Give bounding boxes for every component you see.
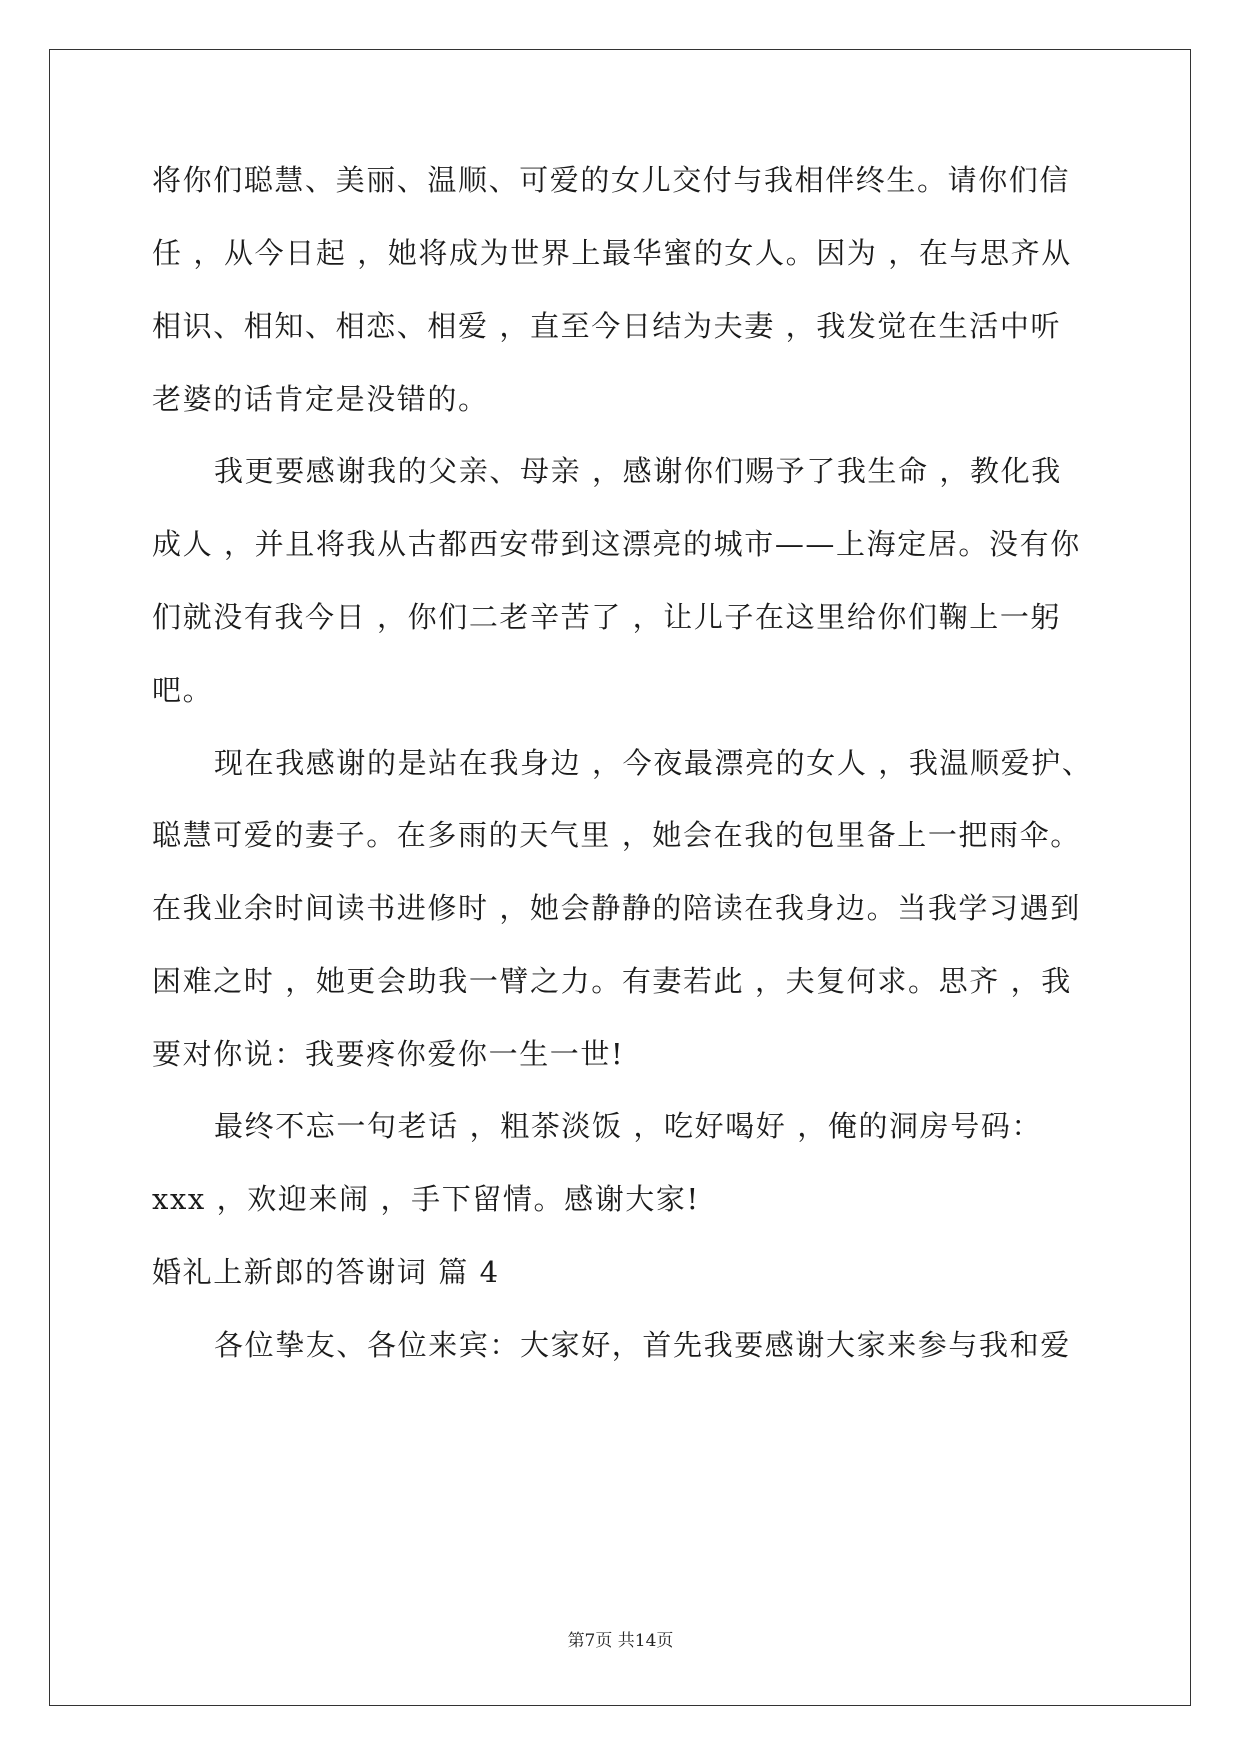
- text-line: 老婆的话肯定是没错的。: [152, 382, 489, 416]
- text-line: 任 ，从今日起 ，她将成为世界上最华蜜的女人。因为 ，在与思齐从: [152, 236, 1072, 270]
- text-line: 困难之时 ，她更会助我一臂之力。有妻若此 ，夫复何求。思齐 ，我: [152, 964, 1072, 998]
- text-line: 在我业余时间读书进修时 ，她会静静的陪读在我身边。当我学习遇到: [152, 891, 1081, 925]
- text-line: 成人 ，并且将我从古都西安带到这漂亮的城市——上海定居。没有你: [152, 527, 1081, 561]
- text-line: 聪慧可爱的妻子。在多雨的天气里 ，她会在我的包里备上一把雨伞。: [152, 818, 1081, 852]
- text-line: xxx ，欢迎来闹 ，手下留情。感谢大家!: [152, 1182, 700, 1216]
- paragraph-start-line: 我更要感谢我的父亲、母亲 ，感谢你们赐予了我生命 ，教化我: [214, 454, 1062, 488]
- paragraph-start-line: 现在我感谢的是站在我身边 ，今夜最漂亮的女人 ，我温顺爱护、: [214, 746, 1093, 780]
- text-line: 吧。: [152, 673, 214, 707]
- page-border: [49, 49, 1191, 1706]
- text-line: 要对你说：我要疼你爱你一生一世!: [152, 1037, 625, 1071]
- text-line: 相识、相知、相恋、相爱 ，直至今日结为夫妻 ，我发觉在生活中听: [152, 309, 1062, 343]
- page-number-footer: 第7页 共14页: [567, 1631, 674, 1651]
- text-line: 将你们聪慧、美丽、温顺、可爱的女儿交付与我相伴终生。请你们信: [152, 163, 1071, 197]
- section-heading: 婚礼上新郎的答谢词 篇 4: [152, 1255, 500, 1289]
- text-line: 们就没有我今日 ，你们二老辛苦了 ，让儿子在这里给你们鞠上一躬: [152, 600, 1062, 634]
- paragraph-start-line: 最终不忘一句老话 ，粗茶淡饭 ，吃好喝好 ，俺的洞房号码：: [214, 1109, 1043, 1143]
- paragraph-start-line: 各位挚友、各位来宾：大家好，首先我要感谢大家来参与我和爱: [214, 1328, 1071, 1362]
